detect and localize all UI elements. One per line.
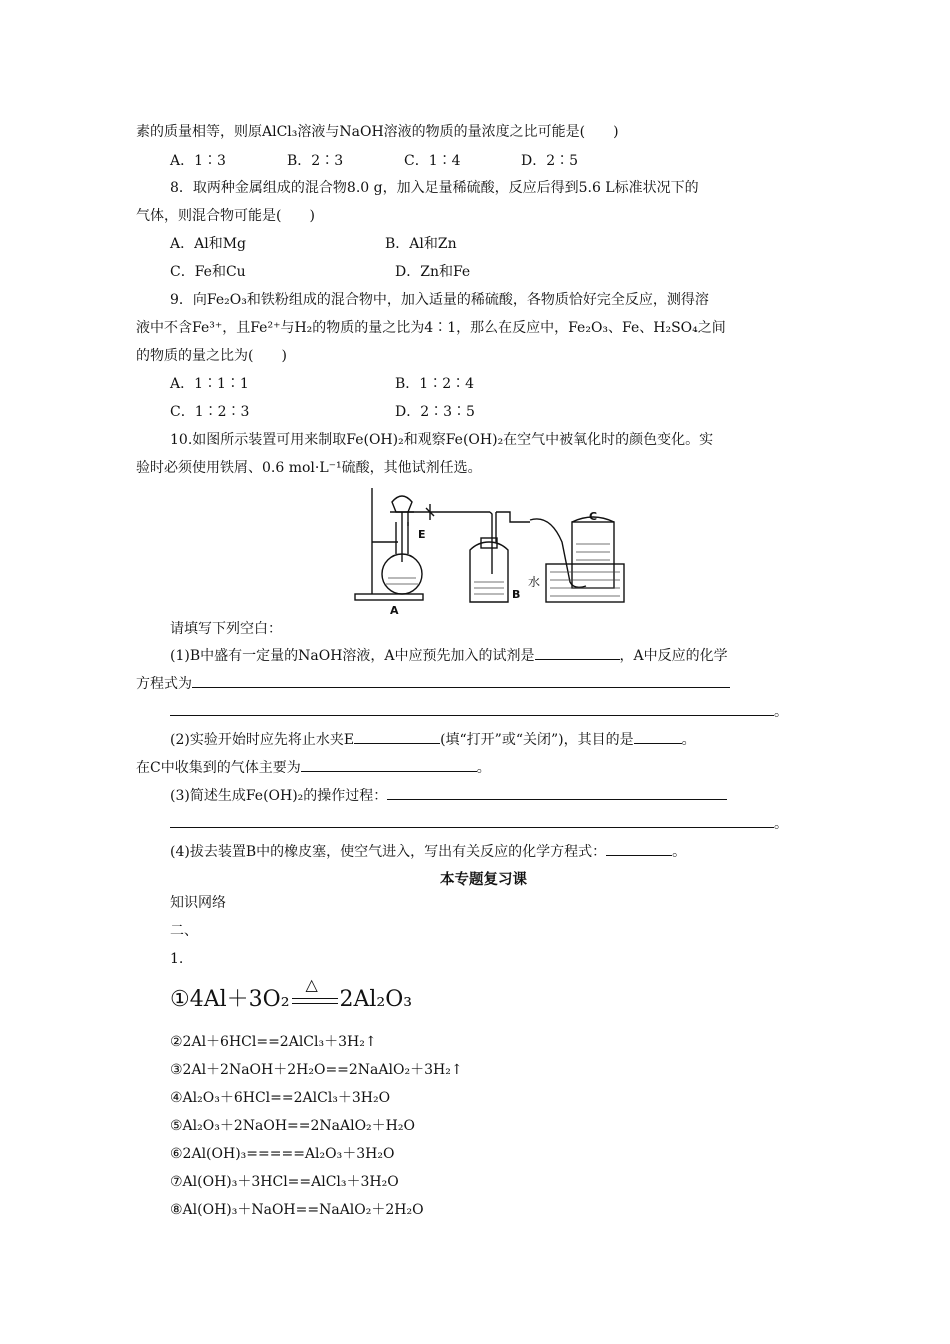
figure-label-water: 水 (528, 575, 541, 589)
equation-8: ⑧Al(OH)₃＋NaOH==NaAlO₂＋2H₂O (170, 1202, 424, 1218)
q9-line1: 9．向Fe₂O₃和铁粉组成的混合物中，加入适量的稀硫酸，各物质恰好完全反应，测得溶 (170, 292, 709, 308)
q8-line2: 气体，则混合物可能是( ) (136, 208, 315, 224)
period: 。 (774, 816, 788, 832)
answer-blank-equation-b[interactable] (170, 701, 774, 716)
answer-blank-equation-a[interactable] (192, 673, 730, 688)
q10-part3-line2 (170, 813, 788, 834)
q8-option-a: A．Al和Mg (170, 236, 246, 252)
equation-1-number: ① (170, 987, 190, 1012)
equation-1-arrow (292, 975, 338, 1010)
equation-1-condition: △ (305, 975, 318, 994)
q9-line3: 的物质的量之比为( ) (136, 348, 287, 364)
answer-blank-procedure-a[interactable] (387, 785, 727, 800)
q8-line1: 8．取两种金属组成的混合物8.0 g，加入足量稀硫酸，反应后得到5.6 L标准状况下的 (170, 180, 699, 196)
equation-1-lhs: 4Al＋3O₂ (189, 987, 290, 1012)
review-item: 1. (170, 951, 184, 967)
q9-line2: 液中不含Fe³⁺，且Fe²⁺与H₂的物质的量之比为4∶1，那么在反应中，Fe₂O₃、Fe、H₂SO₄之间 (136, 320, 726, 336)
q10-line2: 验时必须使用铁屑、0.6 mol·L⁻¹硫酸，其他试剂任选。 (136, 460, 482, 476)
q10-part1-line1 (170, 645, 728, 666)
q7-option-c: C．1∶4 (404, 153, 461, 169)
q10-part1-text: (1)B中盛有一定量的NaOH溶液，A中应预先加入的试剂是 (170, 648, 535, 664)
answer-blank-oxidation[interactable] (606, 841, 672, 856)
review-sub: 二、 (170, 923, 198, 939)
q8-option-c: C．Fe和Cu (170, 264, 246, 280)
period: 。 (476, 760, 491, 776)
apparatus-figure (350, 482, 630, 617)
figure-label-b: B (512, 588, 521, 601)
q9-option-a: A．1∶1∶1 (170, 376, 249, 392)
q9-option-c: C．1∶2∶3 (170, 404, 250, 420)
q10-prompt: 请填写下列空白： (170, 621, 282, 637)
equation-2: ②2Al＋6HCl==2AlCl₃＋3H₂↑ (170, 1034, 377, 1050)
q7-option-d: D．2∶5 (521, 153, 579, 169)
period: 。 (672, 844, 687, 860)
q10-part3-line1 (170, 785, 727, 806)
q8-option-d: D．Zn和Fe (395, 264, 471, 280)
period: 。 (774, 704, 788, 720)
figure-label-e: E (418, 528, 426, 541)
answer-blank-procedure-b[interactable] (170, 813, 774, 828)
equation-5: ⑤Al₂O₃＋2NaOH==2NaAlO₂＋H₂O (170, 1118, 415, 1134)
review-title: 本专题复习课 (440, 872, 527, 888)
q9-option-b: B．1∶2∶4 (395, 376, 475, 392)
equation-1 (170, 975, 413, 1015)
q10-part2-line1 (170, 729, 696, 750)
answer-blank-clamp[interactable] (354, 729, 440, 744)
answer-blank-gas[interactable] (301, 757, 477, 772)
q7-option-a: A．1∶3 (170, 153, 226, 169)
q10-part3-text: (3)简述生成Fe(OH)₂的操作过程： (170, 788, 388, 804)
equation-6: ⑥2Al(OH)₃=====Al₂O₃＋3H₂O (170, 1146, 395, 1162)
answer-blank-purpose[interactable] (634, 729, 682, 744)
q10-part4-line1 (170, 841, 686, 862)
equation-7: ⑦Al(OH)₃＋3HCl==AlCl₃＋3H₂O (170, 1174, 399, 1190)
q10-line1: 10.如图所示装置可用来制取Fe(OH)₂和观察Fe(OH)₂在空气中被氧化时的颜色变化。实 (170, 432, 714, 448)
q8-option-b: B．Al和Zn (385, 236, 457, 252)
q10-part2-text: (2)实验开始时应先将止水夹E (170, 732, 355, 748)
q10-part2-text4: 在C中收集到的气体主要为 (136, 760, 301, 776)
equation-4: ④Al₂O₃＋6HCl==2AlCl₃＋3H₂O (170, 1090, 391, 1106)
q9-option-d: D．2∶3∶5 (395, 404, 475, 420)
review-section: 知识网络 (170, 895, 226, 911)
figure-label-a: A (390, 604, 399, 617)
equation-1-rhs: 2Al₂O₃ (339, 987, 413, 1012)
answer-blank-reagent[interactable] (535, 645, 620, 660)
q10-part2-line2 (136, 757, 491, 778)
q10-part1-text2: ，A中反应的化学 (619, 648, 728, 664)
q10-part4-text: (4)拔去装置B中的橡皮塞，使空气进入，写出有关反应的化学方程式： (170, 844, 607, 860)
equation-3: ③2Al＋2NaOH＋2H₂O==2NaAlO₂＋3H₂↑ (170, 1062, 463, 1078)
q10-part1-line3 (170, 701, 788, 722)
figure-label-c: C (589, 510, 598, 523)
q10-part2-text3: 。 (681, 732, 696, 748)
q10-part1-line2 (136, 673, 730, 694)
q10-part1-text3: 方程式为 (136, 676, 192, 692)
q7-option-b: B．2∶3 (287, 153, 344, 169)
q7-stem: 素的质量相等，则原AlCl₃溶液与NaOH溶液的物质的量浓度之比可能是( ) (136, 124, 619, 140)
q10-part2-text2: (填“打开”或“关闭”)，其目的是 (440, 732, 634, 748)
